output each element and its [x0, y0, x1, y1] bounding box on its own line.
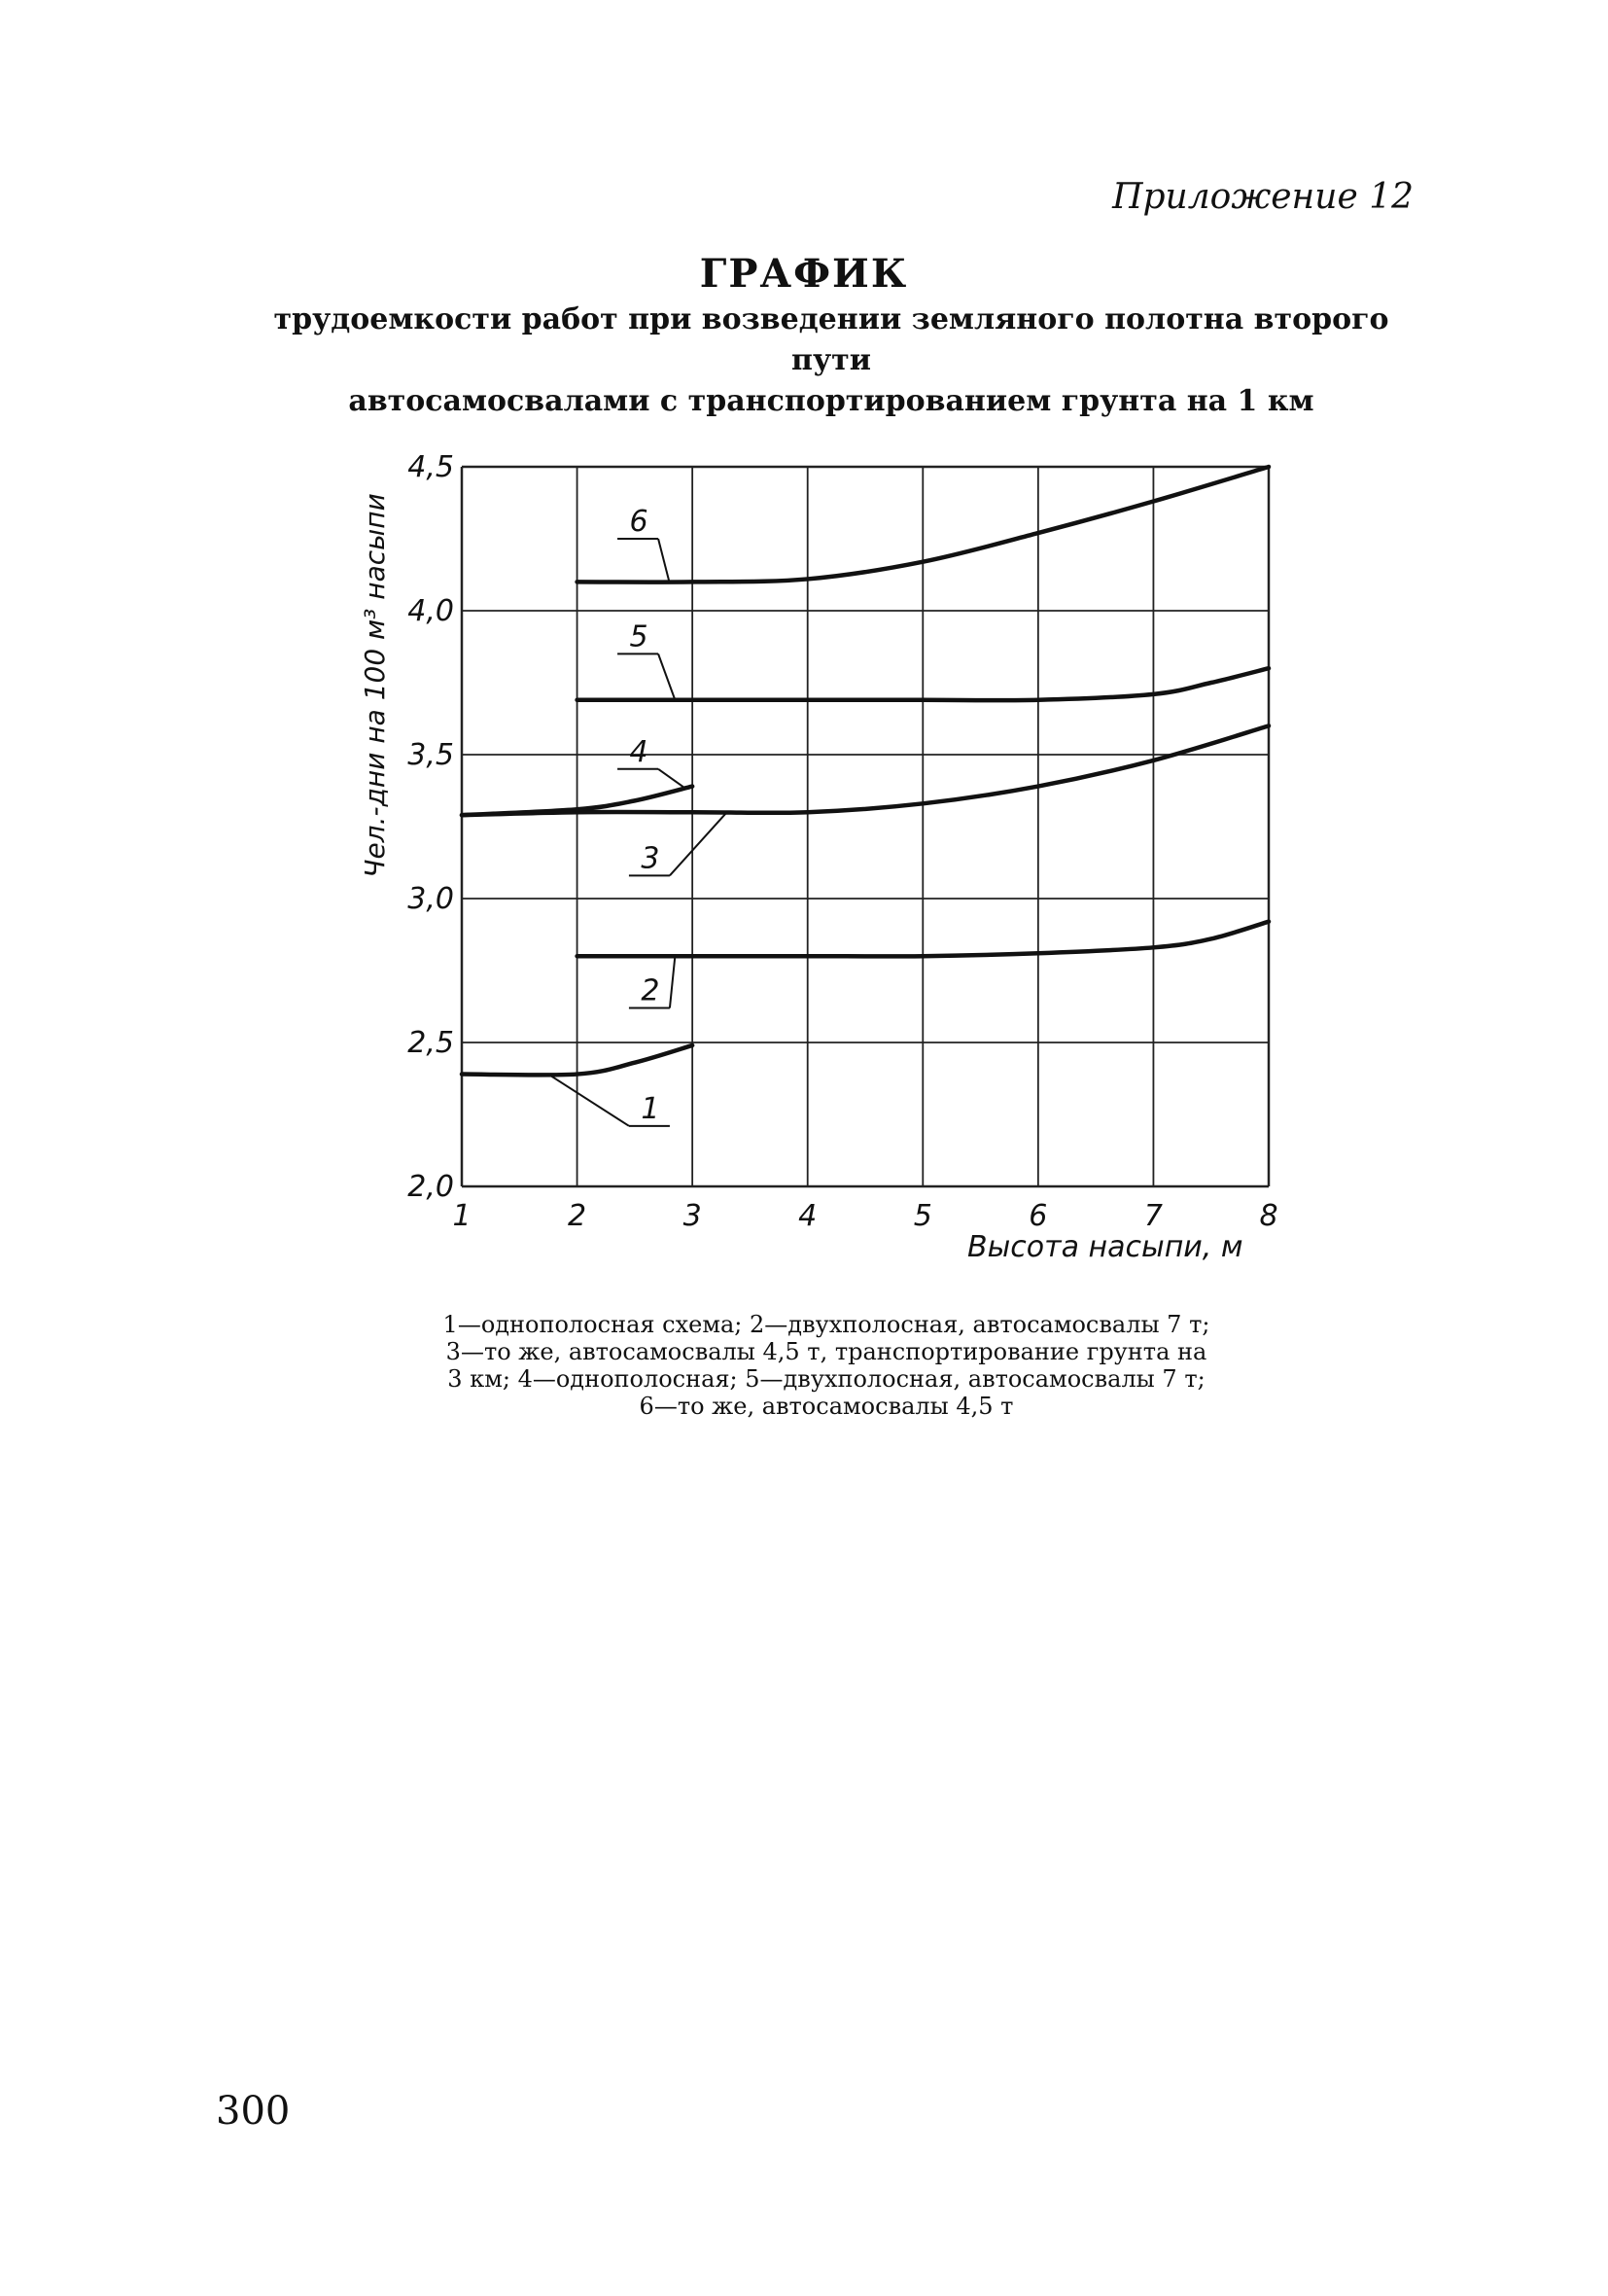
chart-subtitle	[233, 300, 1429, 422]
x-tick-label: 3	[682, 1199, 702, 1233]
y-tick-label: 4,5	[407, 450, 454, 484]
series-leader-3	[670, 812, 727, 875]
series-leader-5	[658, 653, 675, 699]
x-tick-label: 2	[568, 1199, 587, 1233]
x-axis-label: Высота насыпи, м	[967, 1230, 1243, 1264]
x-tick-label: 4	[798, 1199, 818, 1233]
x-axis-ticks	[452, 1199, 1277, 1233]
legend-caption	[360, 1311, 1293, 1420]
series-leader-1	[548, 1075, 629, 1126]
x-tick-label: 7	[1143, 1199, 1163, 1233]
y-tick-label: 2,5	[407, 1026, 454, 1060]
series-leader-2	[670, 956, 675, 1007]
y-axis-ticks	[407, 450, 454, 1204]
chart-grid	[462, 467, 1269, 1186]
caption-line-2: 3—то же, автосамосвалы 4,5 т, транспортирование грунта на	[445, 1338, 1207, 1365]
y-tick-label: 4,0	[407, 594, 454, 628]
series-labels	[630, 505, 660, 1126]
chart	[350, 438, 1303, 1293]
y-axis-label: Чел.-дни на 100 м³ насыпи	[359, 493, 391, 878]
y-tick-label: 3,0	[407, 882, 454, 916]
series-label-5: 5	[629, 619, 648, 654]
caption-line-1: 1—однополосная схема; 2—двухполосная, автосамосвалы 7 т;	[442, 1311, 1210, 1338]
appendix-label: Приложение 12	[1112, 177, 1414, 217]
x-tick-label: 1	[452, 1199, 472, 1233]
series-leader-4	[658, 769, 686, 790]
y-tick-label: 3,5	[407, 738, 454, 772]
x-tick-label: 8	[1259, 1199, 1278, 1233]
series-label-3: 3	[641, 841, 660, 876]
subtitle-line-1: трудоемкости работ при возведении земляного полотна второго пути	[273, 302, 1389, 377]
series-label-6: 6	[629, 505, 648, 539]
series-label-2: 2	[641, 973, 660, 1008]
caption-line-4: 6—то же, автосамосвалы 4,5 т	[639, 1393, 1014, 1420]
subtitle-line-2: автосамосвалами с транспортированием грунта на 1 км	[348, 384, 1314, 418]
page-number: 300	[216, 2089, 291, 2134]
series-label-4: 4	[629, 734, 648, 769]
series-leader-6	[658, 539, 669, 582]
series-line-3	[462, 725, 1269, 815]
series-label-1: 1	[641, 1091, 660, 1126]
x-tick-label: 6	[1029, 1199, 1048, 1233]
chart-series	[462, 467, 1269, 1075]
y-tick-label: 2,0	[407, 1170, 454, 1204]
chart-title: ГРАФИК	[699, 251, 909, 297]
caption-line-3: 3 км; 4—однополосная; 5—двухполосная, автосамосвалы 7 т;	[447, 1365, 1206, 1393]
x-tick-label: 5	[913, 1199, 932, 1233]
